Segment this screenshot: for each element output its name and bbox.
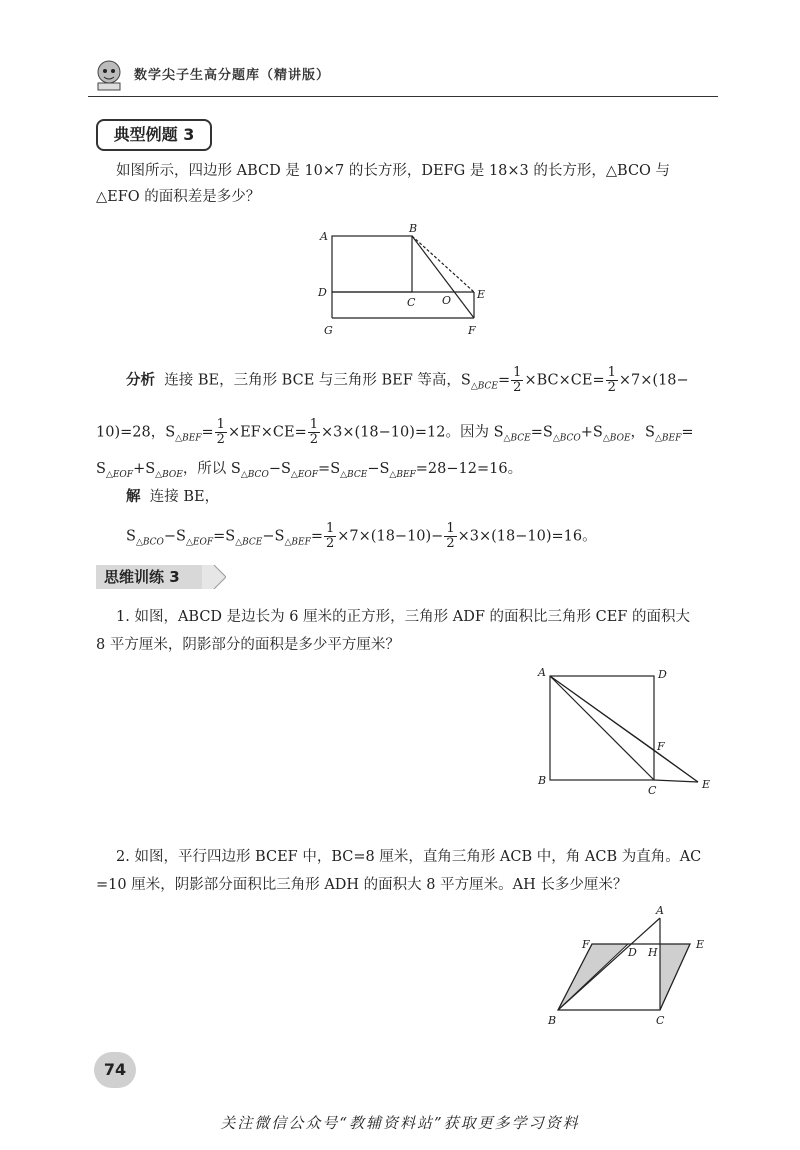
book-title: 数学尖子生高分题库（精讲版） [134,68,331,83]
label-O: O [442,294,452,307]
mascot-icon [92,58,126,92]
q2-label-H: H [648,946,658,959]
q1-label-D: D [658,668,667,681]
label-B: B [409,222,418,235]
label-D: D [318,286,327,299]
q2-label-F: F [582,938,590,951]
header-divider [88,96,718,97]
q2-line2: =10 厘米，阴影部分面积比三角形 ADH 的面积大 8 平方厘米。AH 长多少厘米？ [96,877,628,893]
q1-label-A: A [538,666,546,679]
q1-label-E: E [702,778,711,791]
page-number: 74 [103,1060,127,1079]
analysis-line2: 10)=28，$S_{\triangle BEF}=$ $\frac{1}{2}$ ×EF×CE= $\frac{1}{2}$ ×3×(18−10)=12。因为 $S_{\triangle BCE}=S_{\triangle BCO}+S_{\triangle BOE}$，$S_{\triangle BEF}=$ [96,417,694,447]
q2-line1: 2. 如图，平行四边形 BCEF 中，BC=8 厘米，直角三角形 ACB 中，角 ACB 为直角。AC [116,849,702,865]
q1-label-B: B [538,774,547,787]
solution-line1: 解 连接 BE， [126,489,220,505]
example-badge: 典型例题 3 [96,119,212,151]
q2-label-C: C [656,1014,665,1027]
q2-label-D: D [628,946,637,959]
q1-line2: 8 平方厘米，阴影部分的面积是多少平方厘米？ [96,637,400,653]
analysis-line3: $S_{\triangle EOF}+S_{\triangle BOE}$，所以 $S_{\triangle BCO}-S_{\triangle EOF}=S_{\triangle BCE}-S_{\triangle BEF}=28-12=16$。 [96,461,523,480]
q2-label-B: B [548,1014,557,1027]
training-badge: 思维训练 3 [96,565,202,589]
example-problem-line1: 如图所示，四边形 ABCD 是 10×7 的长方形，DEFG 是 18×3 的长方形，△BCO 与 [116,163,671,179]
label-C: C [407,296,416,309]
q2-figure [540,902,720,1032]
q2-label-A: A [656,904,664,917]
example-figure [310,222,500,342]
analysis-line1: 分析 连接 BE，三角形 BCE 与三角形 BEF 等高，$S_{\triangle BCE}=$ $\frac{1}{2}$ ×BC×CE= $\frac{1}{2}$ ×7×(18− [126,365,689,395]
q1-line1: 1. 如图，ABCD 是边长为 6 厘米的正方形，三角形 ADF 的面积比三角形 CEF 的面积大 [116,609,690,625]
chevron-right-icon [202,565,226,589]
example-problem-line2: △EFO 的面积差是多少？ [96,189,261,205]
label-E: E [477,288,486,301]
footer-note: 关注微信公众号“教辅资料站”获取更多学习资料 [220,1114,580,1132]
label-G: G [324,324,333,337]
solution-line2: $S_{\triangle BCO}-S_{\triangle EOF}=S_{\triangle BCE}-S_{\triangle BEF}=$ $\frac{1}{2}$ ×7×(18−10)− $\frac{1}{2}$ ×3×(18−10)=16。 [126,521,597,551]
q2-label-E: E [696,938,705,951]
q1-label-C: C [648,784,657,797]
label-A: A [320,230,328,243]
q1-label-F: F [657,740,665,753]
q1-figure [530,664,720,799]
label-F: F [468,324,476,337]
